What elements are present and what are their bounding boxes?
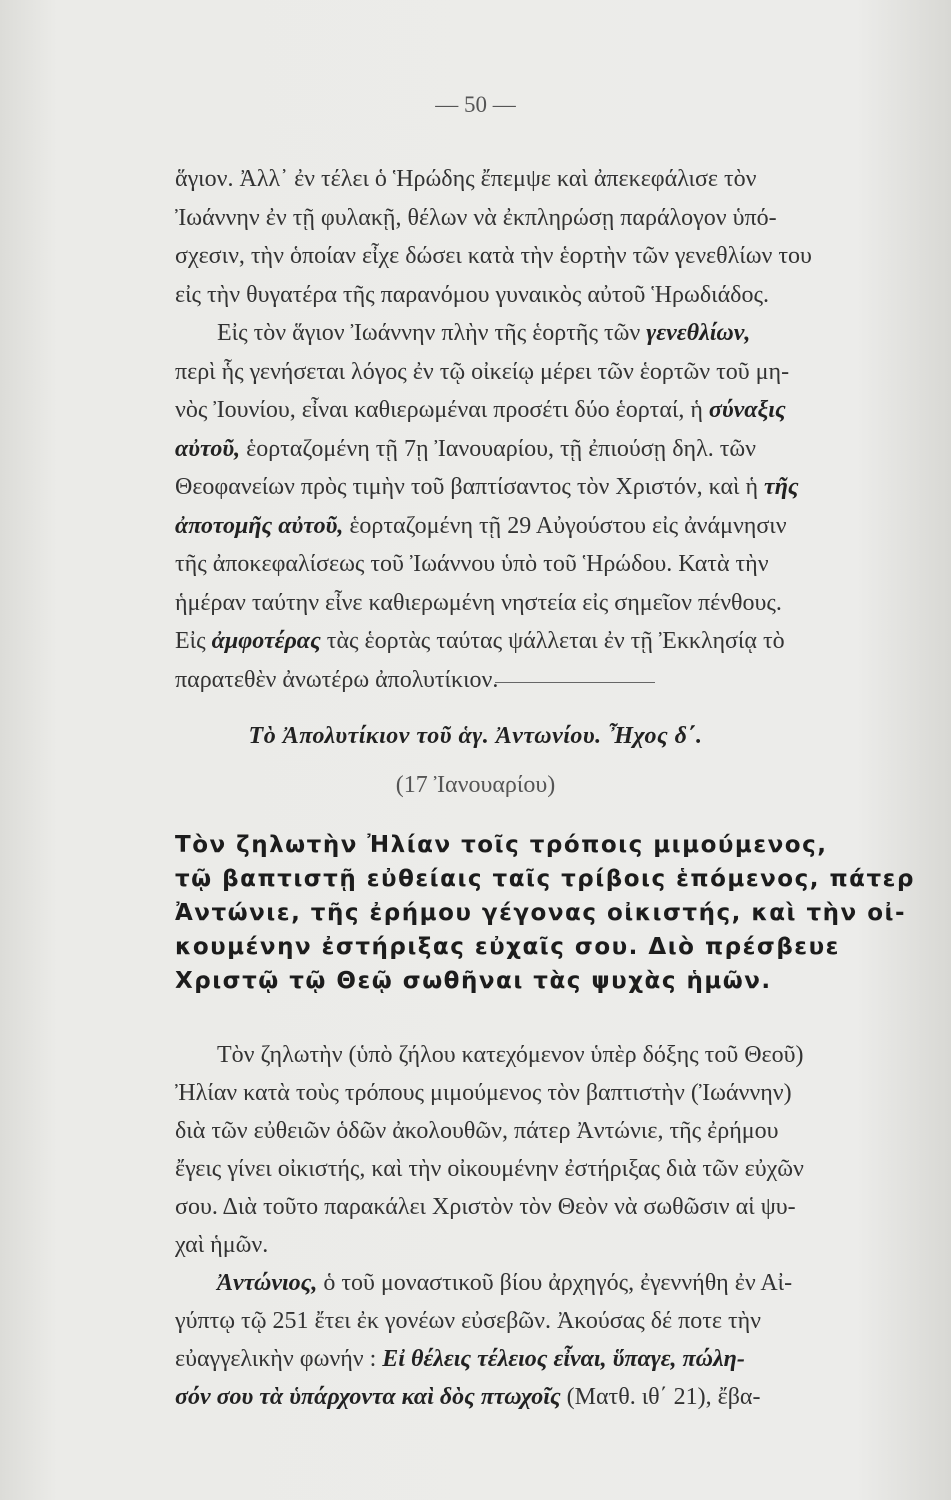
text-run: Εἰς τὸν ἅγιον Ἰωάννην πλὴν τῆς ἑορτῆς τῶν — [217, 320, 647, 346]
text-run: Ἰωάννην ἐν τῇ φυλακῇ, θέλων νὰ ἐκπληρώσῃ παράλογον ὑπό- — [175, 204, 777, 231]
text-line — [175, 1112, 935, 1150]
hymn-line: Χριστῷ τῷ Θεῷ σωθῆναι τὰς ψυχὰς ἡμῶν. — [175, 968, 772, 994]
text-run: ἑορταζομένη τῇ 29 Αὐγούστου εἰς ἀνάμνησιν — [343, 512, 787, 539]
text-line — [175, 545, 935, 584]
emphasized-text: ἀποτομῆς αὐτοῦ, — [175, 512, 344, 539]
text-run: ἔγεις γίνει οἰκιστής, καὶ τὴν οἰκουμένην ἐστήριξας διὰ τῶν εὐχῶν — [175, 1156, 804, 1182]
text-run: νὸς Ἰουνίου, εἶναι καθιερωμέναι προσέτι δύο ἑορταί, ἡ — [175, 397, 709, 423]
text-run: εἰς τὴν θυγατέρα τῆς παρανόμου γυναικὸς αὐτοῦ Ἡρωδιάδος. — [175, 281, 769, 308]
apolytikion-hymn-text — [175, 828, 935, 998]
text-line — [175, 1226, 935, 1264]
text-line — [175, 1378, 935, 1416]
emphasized-text: Εἰ θέλεις τέλειος εἶναι, ὕπαγε, πώλη- — [382, 1346, 745, 1372]
paragraph-saint-john-feasts — [175, 160, 935, 699]
text-run: τὰς ἑορτὰς ταύτας ψάλλεται ἐν τῇ Ἐκκλησίᾳ τὸ — [320, 628, 785, 654]
text-run: Τὸν ζηλωτὴν (ὑπὸ ζήλου κατεχόμενον ὑπὲρ δόξης τοῦ Θεοῦ) — [217, 1042, 804, 1068]
emphasized-text: τῆς — [764, 474, 799, 500]
text-line — [175, 160, 935, 199]
text-run: Ἠλίαν κατὰ τοὺς τρόπους μιμούμενος τὸν βαπτιστὴν (Ἰωάννην) — [175, 1080, 792, 1106]
text-line — [175, 391, 935, 430]
text-run: (Ματθ. ιθ΄ 21), ἔβα- — [560, 1384, 761, 1410]
text-line — [175, 199, 935, 238]
text-run: παρατεθὲν ἀνωτέρω ἀπολυτίκιον. — [175, 666, 499, 693]
hymn-line: κουμένην ἐστήριξας εὐχαῖς σου. Διὸ πρέσβευε — [175, 934, 840, 960]
text-run: περὶ ἧς γενήσεται λόγος ἐν τῷ οἰκείῳ μέρει τῶν ἑορτῶν τοῦ μη- — [175, 358, 790, 385]
text-run: ἡμέραν ταύτην εἶνε καθιερωμένη νηστεία εἰς σημεῖον πένθους. — [175, 589, 782, 616]
emphasized-text: σόν σου τὰ ὑπάρχοντα καὶ δὸς πτωχοῖς — [175, 1384, 561, 1410]
emphasized-text: γενεθλίων, — [646, 320, 751, 346]
text-line — [175, 353, 935, 392]
text-run: ὁ τοῦ μοναστικοῦ βίου ἀρχηγός, ἐγεννήθη ἐν Αἰ- — [317, 1270, 793, 1296]
text-line — [175, 507, 935, 546]
hymn-line: Ἀντώνιε, τῆς ἐρήμου γέγονας οἰκιστής, καὶ τὴν οἰ- — [175, 900, 907, 926]
text-line — [175, 468, 935, 507]
text-line — [175, 1074, 935, 1112]
text-run: εὐαγγελικὴν φωνήν : — [175, 1346, 383, 1372]
text-line — [175, 314, 935, 353]
emphasized-text: σύναξις — [708, 397, 786, 423]
text-run: Εἰς — [175, 628, 212, 654]
paragraph-hymn-paraphrase-and-antonios — [175, 1036, 935, 1416]
text-line — [175, 1264, 935, 1302]
apolytikion-heading: Τὸ Ἀπολυτίκιον τοῦ ἁγ. Ἀντωνίου. Ἦχος δ΄. — [248, 723, 703, 749]
text-run: σου. Διὰ τοῦτο παρακάλει Χριστὸν τὸν Θεὸν νὰ σωθῶσιν αἱ ψυ- — [175, 1194, 796, 1220]
text-run: Θεοφανείων πρὸς τιμὴν τοῦ βαπτίσαντος τὸν Χριστόν, καὶ ἡ — [175, 474, 765, 500]
text-line — [175, 1302, 935, 1340]
text-line — [175, 622, 935, 661]
page-number: — 50 — — [435, 92, 516, 117]
section-divider — [495, 682, 655, 683]
feast-date-note: (17 Ἰανουαρίου) — [395, 772, 556, 798]
text-run: ἑορταζομένη τῇ 7ῃ Ἰανουαρίου, τῇ ἐπιούσῃ δηλ. τῶν — [240, 435, 757, 462]
hymn-line: Τὸν ζηλωτὴν Ἠλίαν τοῖς τρόποις μιμούμενος, — [175, 832, 828, 858]
emphasized-text: ἀμφοτέρας — [211, 628, 321, 654]
text-line — [175, 1340, 935, 1378]
text-run: ἅγιον. Ἀλλ᾽ ἐν τέλει ὁ Ἡρώδης ἔπεμψε καὶ ἀπεκεφάλισε τὸν — [175, 166, 757, 192]
text-line — [175, 1188, 935, 1226]
text-line — [175, 430, 935, 469]
text-line — [175, 584, 935, 623]
emphasized-text: Ἀντώνιος, — [217, 1270, 318, 1296]
text-run: διὰ τῶν εὐθειῶν ὁδῶν ἀκολουθῶν, πάτερ Ἀντώνιε, τῆς ἐρήμου — [175, 1118, 779, 1144]
text-line — [175, 661, 935, 700]
text-run: γύπτῳ τῷ 251 ἔτει ἐκ γονέων εὐσεβῶν. Ἀκούσας δέ ποτε τὴν — [175, 1308, 762, 1334]
text-line — [175, 1150, 935, 1188]
text-line — [175, 276, 935, 315]
emphasized-text: αὐτοῦ, — [175, 435, 241, 462]
hymn-line: τῷ βαπτιστῇ εὐθείαις ταῖς τρίβοις ἑπόμενος, πάτερ — [175, 866, 915, 892]
text-run: χαὶ ἡμῶν. — [175, 1232, 269, 1258]
text-run: σχεσιν, τὴν ὁποίαν εἶχε δώσει κατὰ τὴν ἑορτὴν τῶν γενεθλίων του — [175, 243, 812, 269]
text-line — [175, 237, 935, 276]
text-line — [175, 1036, 935, 1074]
text-run: τῆς ἀποκεφαλίσεως τοῦ Ἰωάννου ὑπὸ τοῦ Ἡρώδου. Κατὰ τὴν — [175, 551, 769, 577]
